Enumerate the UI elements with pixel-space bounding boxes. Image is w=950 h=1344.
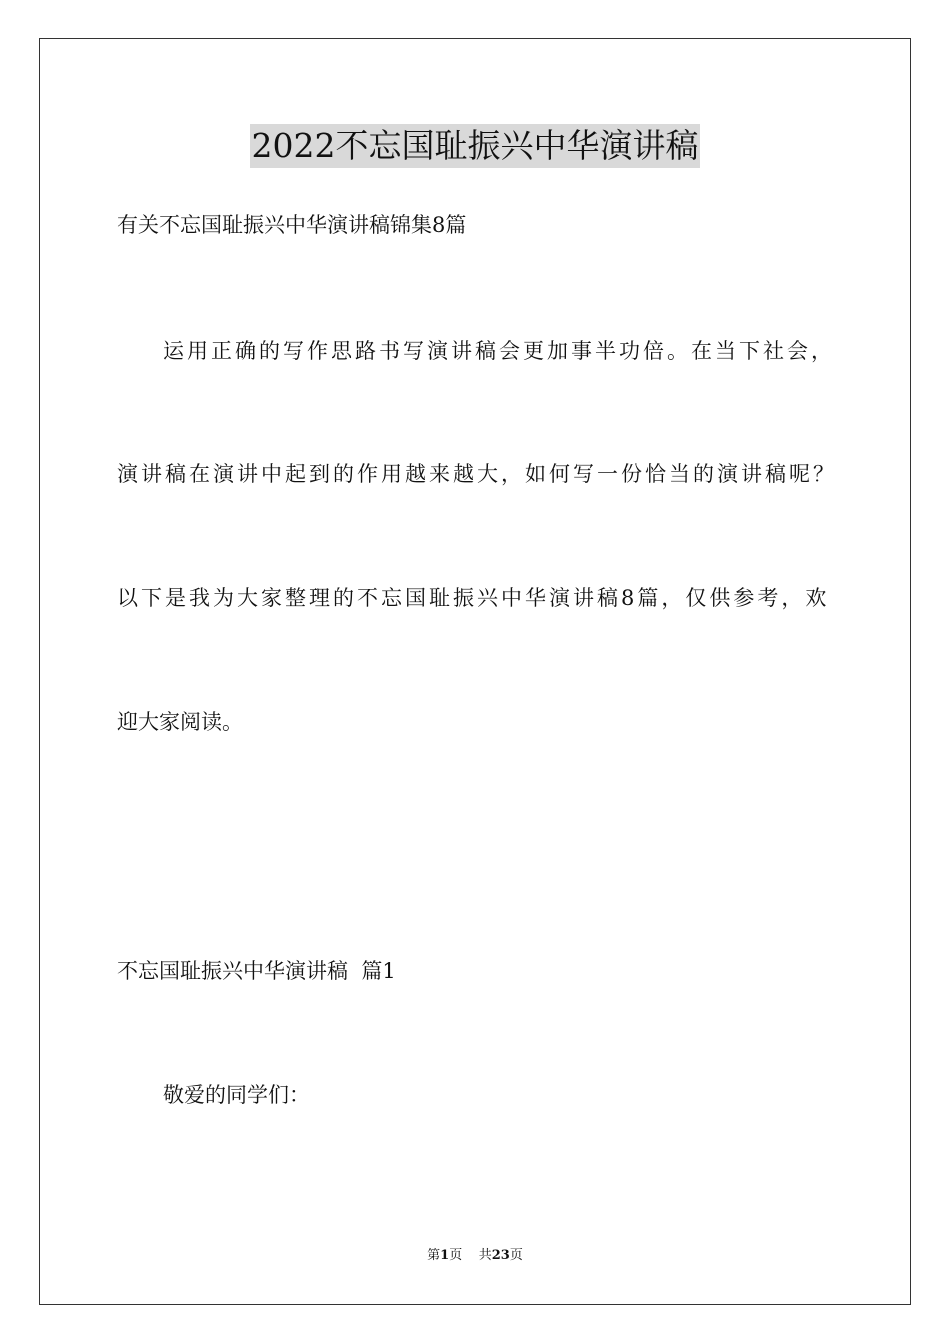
document-subtitle: 有关不忘国耻振兴中华演讲稿锦集8篇 — [117, 213, 467, 237]
page-number: 1 — [440, 1248, 450, 1263]
salutation: 敬爱的同学们： — [163, 1083, 310, 1107]
intro-line-3: 以下是我为大家整理的不忘国耻振兴中华演讲稿8篇，仅供参考，欢 — [117, 586, 830, 610]
intro-line-4: 迎大家阅读。 — [117, 710, 243, 734]
document-title: 2022不忘国耻振兴中华演讲稿 — [250, 124, 701, 168]
page-prefix: 第 — [427, 1248, 441, 1263]
page-suffix: 页 — [449, 1248, 463, 1263]
total-suffix: 页 — [509, 1248, 523, 1263]
page-footer — [0, 1246, 950, 1266]
intro-line-2: 演讲稿在演讲中起到的作用越来越大，如何写一份恰当的演讲稿呢？ — [117, 462, 837, 486]
title-container — [0, 124, 950, 168]
total-prefix: 共 — [478, 1248, 492, 1263]
section-heading: 不忘国耻振兴中华演讲稿 篇1 — [117, 959, 396, 983]
intro-line-1: 运用正确的写作思路书写演讲稿会更加事半功倍。在当下社会， — [163, 339, 835, 363]
total-pages: 23 — [491, 1248, 510, 1263]
